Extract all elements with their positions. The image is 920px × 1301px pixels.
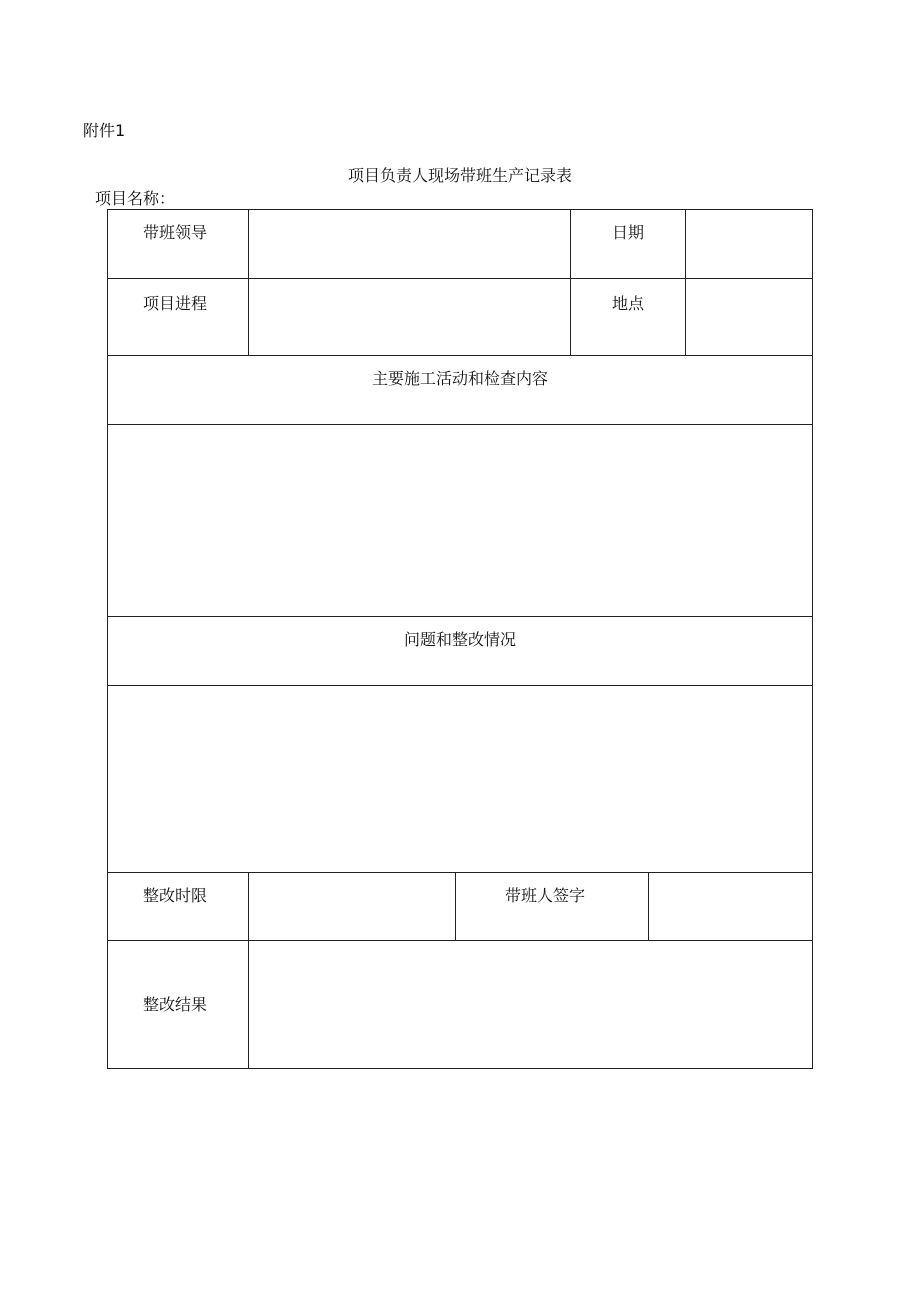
issues-header-cell	[107, 616, 813, 686]
date-label-cell	[570, 209, 686, 279]
deadline-value-cell[interactable]	[248, 872, 456, 941]
issues-content-cell[interactable]	[107, 685, 813, 873]
progress-label: 项目进程	[142, 294, 207, 313]
leader-label: 带班领导	[142, 223, 207, 242]
attachment-label: 附件1	[83, 121, 126, 140]
location-label: 地点	[611, 294, 644, 313]
activities-content-cell[interactable]	[107, 424, 813, 617]
result-value-cell[interactable]	[248, 940, 813, 1069]
location-value-cell[interactable]	[685, 278, 813, 356]
result-label-cell	[107, 940, 249, 1069]
leader-value-cell[interactable]	[248, 209, 571, 279]
activities-header-cell	[107, 355, 813, 425]
progress-label-cell	[107, 278, 249, 356]
date-value-cell[interactable]	[685, 209, 813, 279]
leader-label-cell	[107, 209, 249, 279]
result-label: 整改结果	[142, 995, 207, 1014]
deadline-label: 整改时限	[142, 886, 207, 905]
issues-header: 问题和整改情况	[403, 630, 516, 649]
deadline-label-cell	[107, 872, 249, 941]
signature-label-cell	[455, 872, 649, 941]
signature-label: 带班人签字	[504, 886, 585, 905]
progress-value-cell[interactable]	[248, 278, 571, 356]
date-label: 日期	[611, 223, 644, 242]
location-label-cell	[570, 278, 686, 356]
signature-value-cell[interactable]	[648, 872, 813, 941]
form-title: 项目负责人现场带班生产记录表	[347, 166, 572, 185]
project-name-label: 项目名称：	[95, 189, 176, 208]
activities-header: 主要施工活动和检查内容	[371, 369, 548, 388]
